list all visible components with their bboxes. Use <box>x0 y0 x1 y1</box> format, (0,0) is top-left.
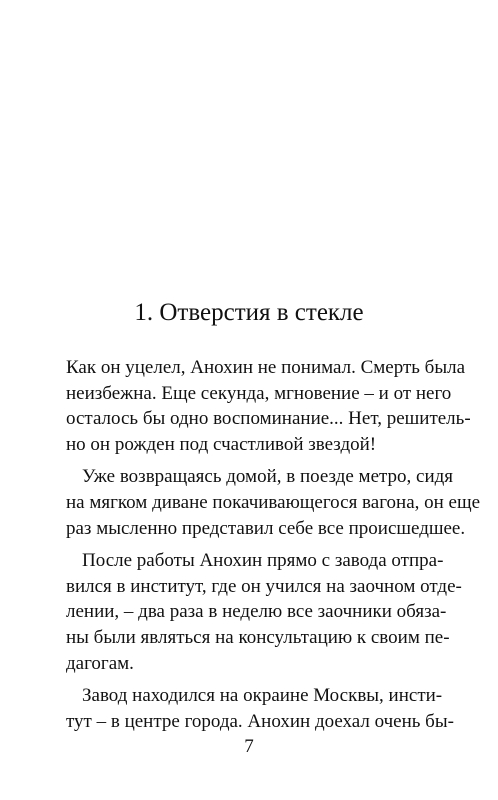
text-line: но он рожден под счастливой звездой! <box>66 433 377 455</box>
text-line: После работы Анохин прямо с завода отпра- <box>82 550 444 572</box>
text-line: раз мысленно представил себе все происшедшее. <box>66 517 466 539</box>
text-line: осталось бы одно воспоминание... Нет, решитель- <box>66 408 471 430</box>
body-text <box>66 355 481 741</box>
paragraph <box>66 355 471 457</box>
text-line: дагогам. <box>66 652 134 674</box>
text-line: Как он уцелел, Анохин не понимал. Смерть была <box>66 357 466 378</box>
text-line: Завод находился на окраине Москвы, инсти- <box>82 685 443 707</box>
paragraph <box>66 548 462 676</box>
text-line: неизбежна. Еще секунда, мгновение – и от него <box>66 382 452 404</box>
chapter-title: 1. Отверстия в стекле <box>134 299 364 326</box>
page-number: 7 <box>244 736 254 757</box>
text-line: на мягком диване покачивающегося вагона, он еще <box>66 491 481 513</box>
text-line: тут – в центре города. Анохин доехал очень бы- <box>66 710 454 732</box>
paragraph <box>66 683 454 734</box>
paragraph <box>66 464 481 541</box>
text-line: вился в институт, где он учился на заочном отде- <box>66 575 462 597</box>
text-line: ны были являться на консультацию к своим пе- <box>66 626 450 648</box>
text-line: лении, – два раза в неделю все заочники обяза- <box>66 601 447 623</box>
text-line: Уже возвращаясь домой, в поезде метро, сидя <box>82 466 454 488</box>
